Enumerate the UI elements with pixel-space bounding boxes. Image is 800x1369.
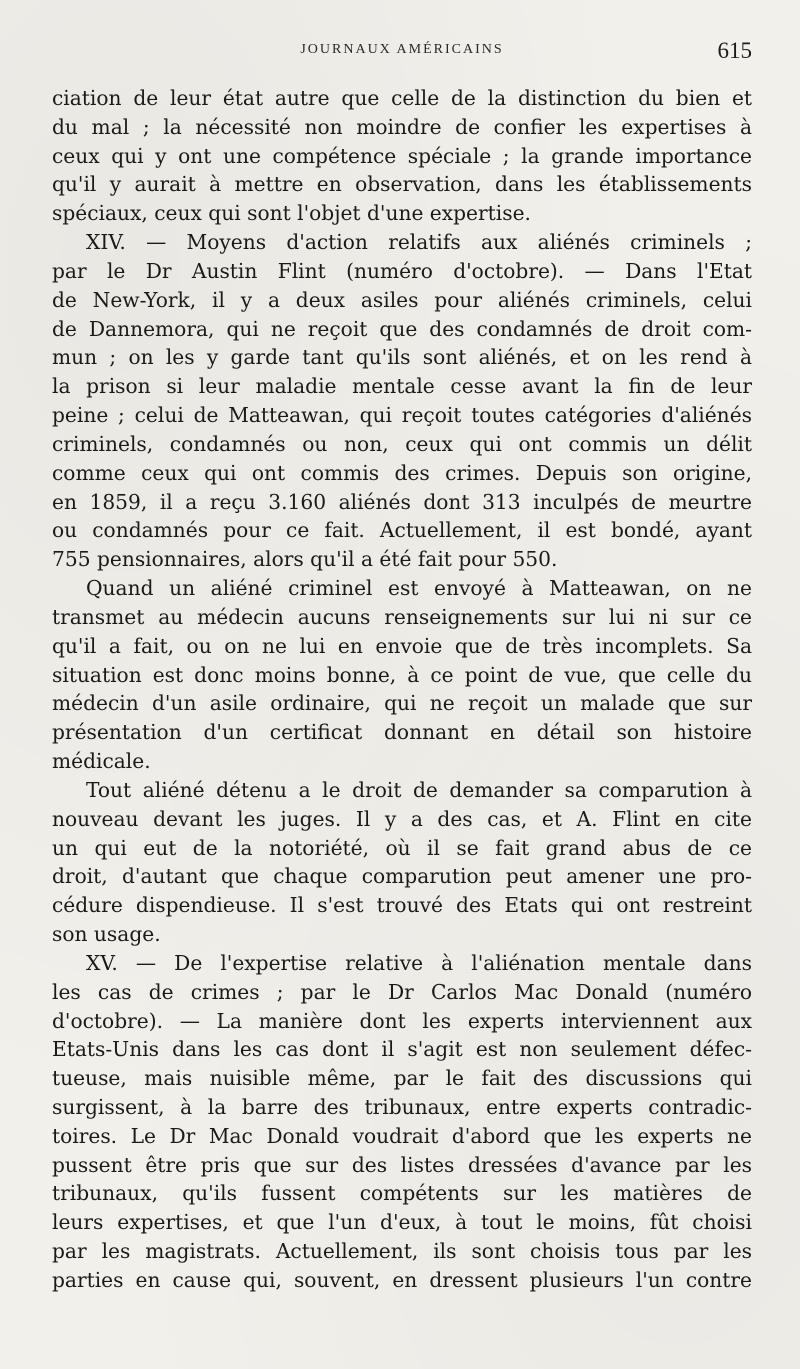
text-line: du mal ; la nécessité non moindre de confier les expertises à: [52, 114, 752, 139]
text-line: transmet au médecin aucuns renseignements sur lui ni sur ce: [52, 604, 752, 629]
text-line: 755 pensionnaires, alors qu'il a été fait pour 550.: [52, 547, 558, 572]
text-line: médecin d'un asile ordinaire, qui ne reçoit un malade que sur: [52, 691, 752, 716]
text-line: leurs expertises, et que l'un d'eux, à tout le moins, fût choisi: [52, 1210, 752, 1235]
text-line: tribunaux, qu'ils fussent compétents sur les matières de: [52, 1181, 752, 1206]
text-line: peine ; celui de Matteawan, qui reçoit toutes catégories d'aliénés: [52, 403, 752, 428]
text-line: par les magistrats. Actuellement, ils sont choisis tous par les: [52, 1239, 752, 1264]
text-line: toires. Le Dr Mac Donald voudrait d'abord que les experts ne: [52, 1123, 752, 1148]
text-line: XIV. — Moyens d'action relatifs aux aliénés criminels ;: [86, 230, 752, 255]
text-line: XV. — De l'expertise relative à l'aliénation mentale dans: [86, 950, 752, 975]
text-line: ceux qui y ont une compétence spéciale ; la grande importance: [52, 143, 752, 168]
text-line: parties en cause qui, souvent, en dressent plusieurs l'un contre: [52, 1267, 752, 1292]
text-line: Quand un aliéné criminel est envoyé à Matteawan, on ne: [86, 576, 752, 601]
text-line: ciation de leur état autre que celle de la distinction du bien et: [52, 86, 752, 110]
page-number: 615: [717, 38, 752, 63]
text-line: ou condamnés pour ce fait. Actuellement, il est bondé, ayant: [52, 518, 752, 543]
text-line: nouveau devant les juges. Il y a des cas, et A. Flint en cite: [52, 806, 752, 831]
text-line: criminels, condamnés ou non, ceux qui ont commis un délit: [52, 431, 752, 456]
text-line: en 1859, il a reçu 3.160 aliénés dont 313 inculpés de meurtre: [52, 489, 752, 514]
text-line: spéciaux, ceux qui sont l'objet d'une expertise.: [52, 201, 531, 226]
text-line: d'octobre). — La manière dont les experts interviennent aux: [52, 1008, 752, 1033]
text-line: un qui eut de la notoriété, où il se fait grand abus de ce: [52, 835, 752, 860]
text-line: son usage.: [52, 922, 161, 947]
text-line: qu'il a fait, ou on ne lui en envoie que de très incomplets. Sa: [52, 633, 752, 658]
text-line: présentation d'un certificat donnant en détail son histoire: [52, 720, 752, 745]
text-line: surgissent, à la barre des tribunaux, entre experts contradic-: [52, 1094, 752, 1119]
text-line: situation est donc moins bonne, à ce point de vue, que celle du: [52, 662, 752, 687]
text-line: comme ceux qui ont commis des crimes. Depuis son origine,: [52, 460, 752, 485]
text-line: la prison si leur maladie mentale cesse avant la fin de leur: [52, 374, 752, 399]
text-line: les cas de crimes ; par le Dr Carlos Mac Donald (numéro: [52, 979, 752, 1004]
text-line: qu'il y aurait à mettre en observation, dans les établissements: [52, 172, 752, 197]
text-line: cédure dispendieuse. Il s'est trouvé des Etats qui ont restreint: [52, 893, 752, 918]
running-title: JOURNAUX AMÉRICAINS: [300, 42, 504, 57]
text-line: mun ; on les y garde tant qu'ils sont aliénés, et on les rend à: [52, 345, 752, 370]
text-line: droit, d'autant que chaque comparution peut amener une pro-: [52, 864, 752, 889]
text-line: de New-York, il y a deux asiles pour aliénés criminels, celui: [52, 287, 752, 312]
text-line: Tout aliéné détenu a le droit de demander sa comparution à: [86, 777, 752, 802]
text-line: tueuse, mais nuisible même, par le fait des discussions qui: [52, 1066, 752, 1091]
text-line: par le Dr Austin Flint (numéro d'octobre). — Dans l'Etat: [52, 258, 752, 283]
text-line: pussent être pris que sur des listes dressées d'avance par les: [52, 1152, 752, 1177]
text-line: de Dannemora, qui ne reçoit que des condamnés de droit com-: [52, 316, 752, 341]
text-line: Etats-Unis dans les cas dont il s'agit est non seulement défec-: [52, 1037, 752, 1062]
body-text: [52, 84, 752, 1295]
text-line: médicale.: [52, 749, 151, 774]
running-head: [52, 40, 752, 70]
